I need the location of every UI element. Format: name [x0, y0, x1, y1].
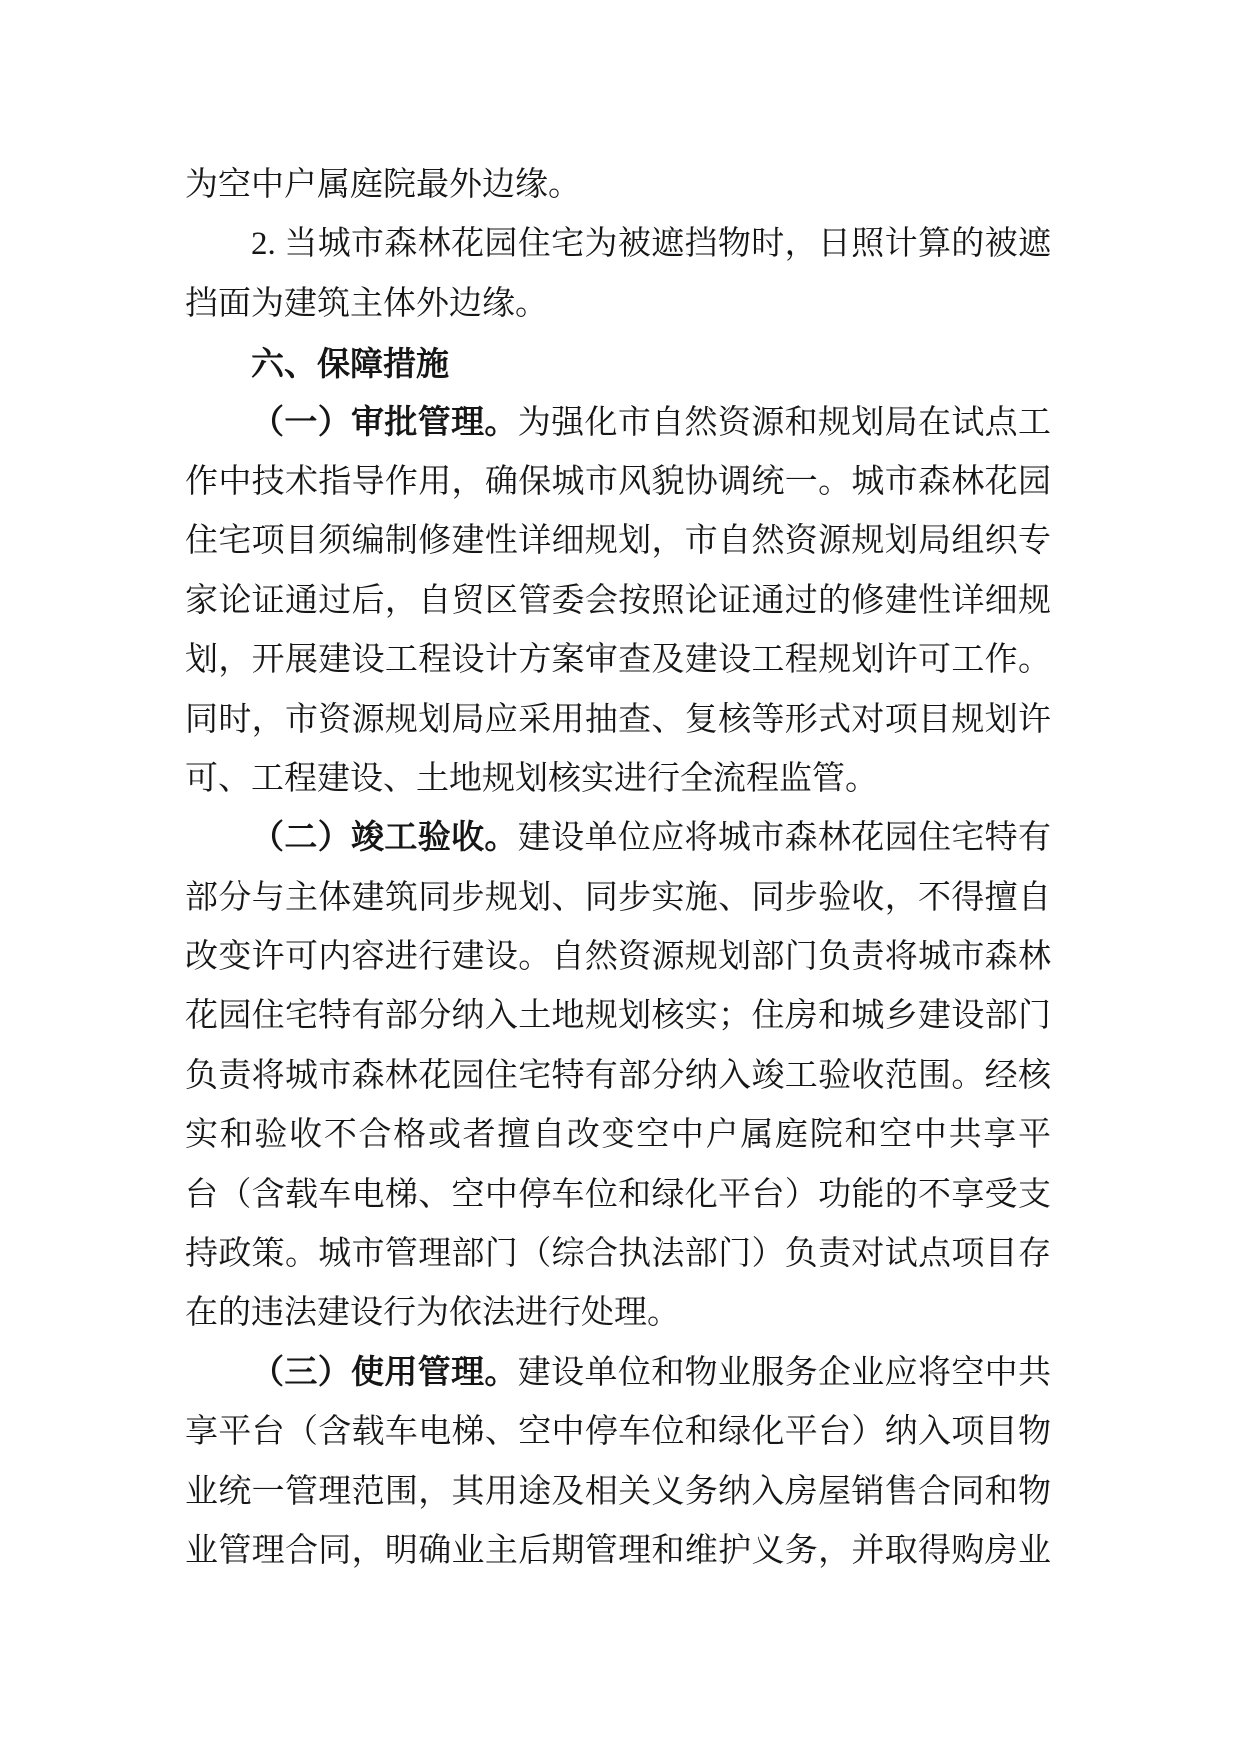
text-line — [185, 1403, 1051, 1462]
text-segment: 花园住宅特有部分纳入土地规划核实；住房和城乡建设部门 — [185, 998, 1051, 1035]
text-segment: 建设单位和物业服务企业应将空中共 — [517, 1354, 1052, 1391]
text-segment: 划，开展建设工程设计方案审查及建设工程规划许可工作。 — [185, 642, 1051, 679]
section-heading-line — [185, 334, 1051, 393]
paragraph-subheading: （一）审批管理。 — [251, 404, 518, 441]
text-line — [185, 1344, 1051, 1403]
text-line — [185, 1225, 1051, 1284]
text-line — [185, 1106, 1051, 1165]
text-line — [185, 631, 1051, 690]
text-segment: 住宅项目须编制修建性详细规划，市自然资源规划局组织专 — [185, 523, 1051, 560]
text-line — [185, 453, 1051, 512]
text-segment: 业统一管理范围，其用途及相关义务纳入房屋销售合同和物 — [185, 1473, 1051, 1510]
text-segment: 挡面为建筑主体外边缘。 — [185, 285, 548, 322]
text-segment: 在的违法建设行为依法进行处理。 — [185, 1295, 680, 1332]
section-heading: 六、保障措施 — [251, 345, 449, 383]
text-segment: 业管理合同，明确业主后期管理和维护义务，并取得购房业 — [185, 1532, 1051, 1569]
text-segment: 为空中户属庭院最外边缘。 — [185, 167, 581, 203]
text-segment: 负责将城市森林花园住宅特有部分纳入竣工验收范围。经核 — [185, 1057, 1051, 1094]
paragraph-subheading: （二）竣工验收。 — [251, 820, 518, 857]
text-line — [185, 928, 1051, 987]
text-line — [185, 275, 1051, 334]
text-line — [185, 869, 1051, 928]
text-segment: 享平台（含载车电梯、空中停车位和绿化平台）纳入项目物 — [185, 1414, 1051, 1451]
text-segment: 建设单位应将城市森林花园住宅特有 — [517, 820, 1052, 857]
text-line — [185, 215, 1051, 274]
text-line — [185, 512, 1051, 571]
text-line — [185, 572, 1051, 631]
text-line — [185, 156, 1051, 215]
text-line — [185, 1047, 1051, 1106]
text-segment: 作中技术指导作用，确保城市风貌协调统一。城市森林花园 — [185, 463, 1051, 500]
text-segment: 改变许可内容进行建设。自然资源规划部门负责将城市森林 — [185, 939, 1051, 976]
text-segment: 台（含载车电梯、空中停车位和绿化平台）功能的不享受支 — [185, 1176, 1051, 1213]
text-segment: 实和验收不合格或者擅自改变空中户属庭院和空中共享平 — [185, 1117, 1051, 1154]
text-segment: 同时，市资源规划局应采用抽查、复核等形式对项目规划许 — [185, 701, 1051, 738]
text-segment: 持政策。城市管理部门（综合执法部门）负责对试点项目存 — [185, 1236, 1051, 1273]
text-line — [185, 691, 1051, 750]
text-segment: 2. 当城市森林花园住宅为被遮挡物时，日照计算的被遮 — [251, 226, 1051, 263]
paragraph-subheading: （三）使用管理。 — [251, 1354, 518, 1391]
text-line — [185, 809, 1051, 868]
text-block — [185, 156, 1051, 1581]
text-segment: 可、工程建设、土地规划核实进行全流程监管。 — [185, 760, 878, 797]
text-line — [185, 1166, 1051, 1225]
text-line — [185, 394, 1051, 453]
text-line — [185, 987, 1051, 1046]
text-line — [185, 1463, 1051, 1522]
text-line — [185, 1284, 1051, 1343]
text-line — [185, 1522, 1051, 1581]
text-segment: 家论证通过后，自贸区管委会按照论证通过的修建性详细规 — [185, 582, 1051, 619]
text-segment: 为强化市自然资源和规划局在试点工 — [517, 404, 1052, 441]
text-segment: 部分与主体建筑同步规划、同步实施、同步验收，不得擅自 — [185, 879, 1051, 916]
text-line — [185, 750, 1051, 809]
